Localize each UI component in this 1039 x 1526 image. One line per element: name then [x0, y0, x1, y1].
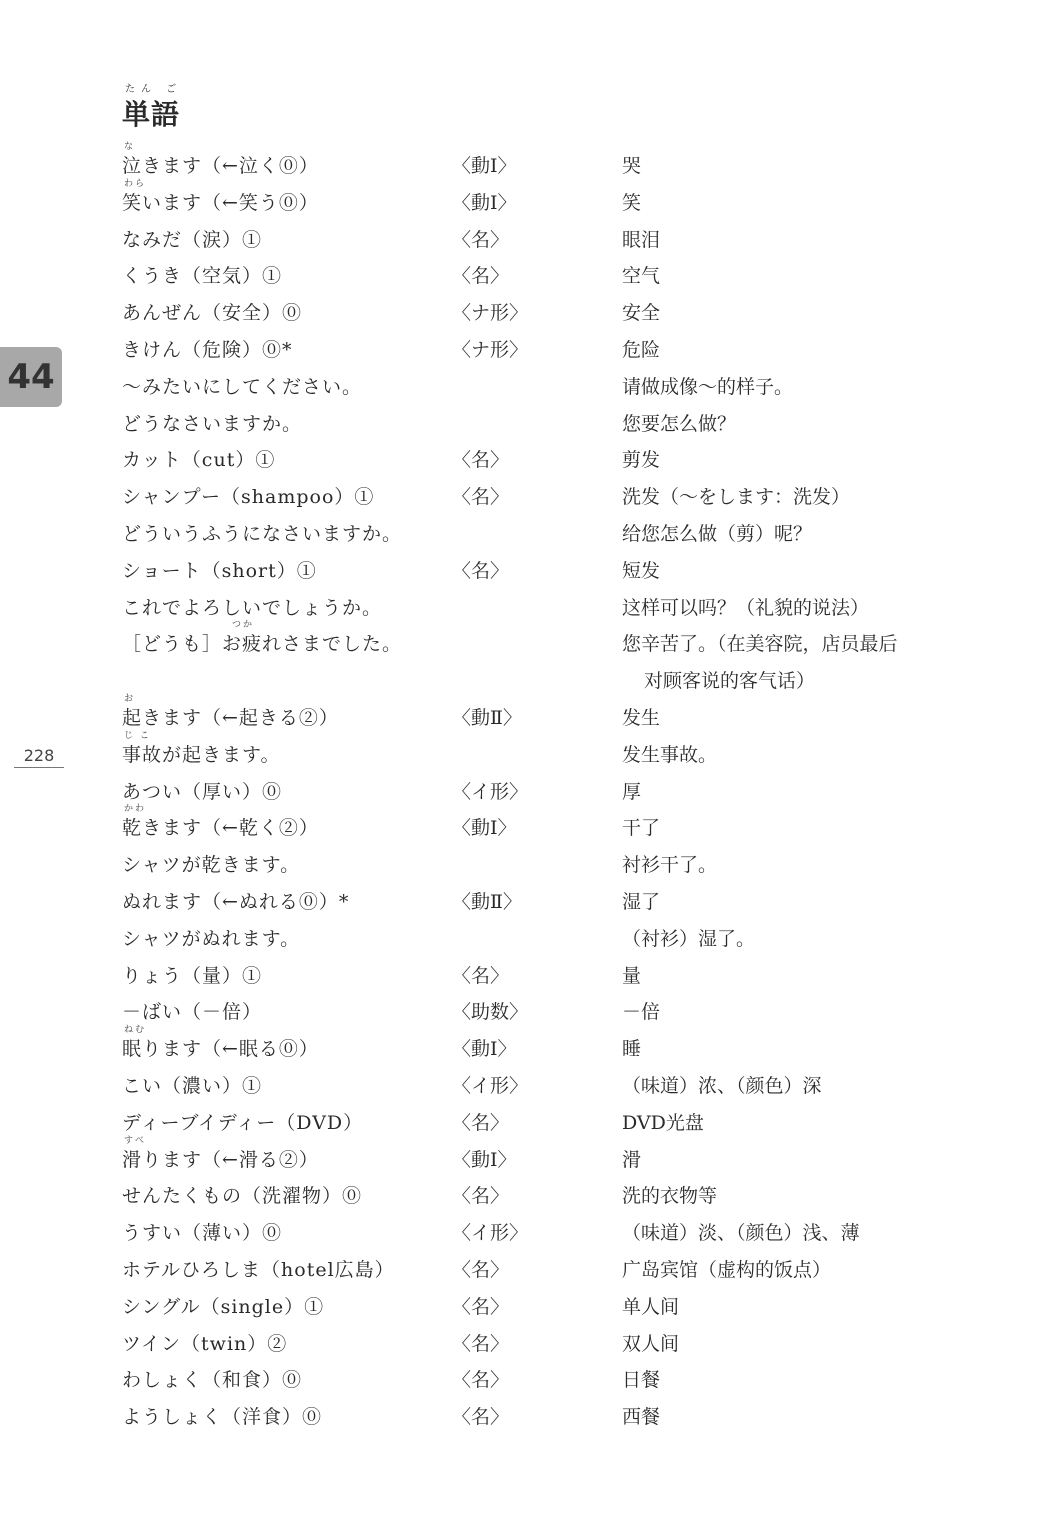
vocab-japanese: ［どうも］お疲れさまでした。 — [122, 633, 403, 656]
vocab-chinese: 给您怎么做（剪）呢？ — [622, 522, 813, 545]
vocab-row — [122, 844, 1002, 881]
vocab-part-of-speech: 〈名〉 — [452, 559, 510, 582]
vocab-part-of-speech: 〈名〉 — [452, 1258, 510, 1281]
vocab-row — [122, 1359, 1002, 1396]
vocab-chinese: 请做成像～的样子。 — [622, 375, 794, 398]
vocab-chinese: 笑 — [622, 191, 642, 214]
vocab-row — [122, 178, 1002, 219]
vocab-row — [122, 1212, 1002, 1249]
vocab-row — [122, 804, 1002, 844]
vocab-chinese: 西餐 — [622, 1406, 661, 1429]
vocab-row — [122, 329, 1002, 366]
vocab-chinese: 双人间 — [622, 1332, 680, 1355]
vocab-chinese: 衬衫干了。 — [622, 854, 718, 877]
vocab-part-of-speech: 〈名〉 — [452, 228, 510, 251]
vocab-part-of-speech: 〈名〉 — [452, 265, 510, 288]
vocab-row — [122, 439, 1002, 476]
chapter-tab: 44 — [0, 347, 62, 407]
vocab-japanese: あつい（厚い）⓪ — [122, 780, 283, 803]
vocab-chinese: 空气 — [622, 265, 661, 288]
vocab-row — [122, 1249, 1002, 1286]
vocab-part-of-speech: 〈名〉 — [452, 449, 510, 472]
vocab-row — [122, 1175, 1002, 1212]
vocab-part-of-speech: 〈動Ⅱ〉 — [452, 706, 522, 729]
vocab-japanese: 起きます（←起きる②） — [122, 706, 339, 729]
vocab-chinese: 安全 — [622, 302, 661, 325]
vocab-row — [122, 476, 1002, 513]
vocab-japanese: せんたくもの（洗濯物）⓪ — [122, 1185, 363, 1208]
vocab-row — [122, 660, 1002, 697]
vocab-part-of-speech: 〈イ形〉 — [452, 1074, 529, 1097]
vocabulary-list — [122, 142, 1002, 1433]
vocab-ruby: ねむ — [124, 1025, 147, 1036]
vocab-japanese: ディーブイディー（DVD） — [122, 1111, 364, 1134]
vocab-chinese: 广岛宾馆（虚构的饭点） — [622, 1258, 832, 1281]
vocab-row — [122, 730, 1002, 771]
vocab-chinese: DVD光盘 — [622, 1111, 704, 1134]
vocab-row — [122, 366, 1002, 403]
vocab-row — [122, 955, 1002, 992]
vocab-chinese: 短发 — [622, 559, 661, 582]
vocab-chinese: （味道）淡、（颜色）浅、薄 — [622, 1222, 860, 1245]
vocab-japanese: うすい（薄い）⓪ — [122, 1222, 283, 1245]
vocab-part-of-speech: 〈助数〉 — [452, 1001, 529, 1024]
vocab-row — [122, 771, 1002, 808]
vocab-part-of-speech: 〈イ形〉 — [452, 780, 529, 803]
vocab-row — [122, 219, 1002, 256]
vocab-chinese: 发生 — [622, 706, 661, 729]
vocab-chinese: 洗的衣物等 — [622, 1185, 718, 1208]
vocab-japanese: ツイン（twin）② — [122, 1332, 288, 1355]
vocab-part-of-speech: 〈名〉 — [452, 1295, 510, 1318]
vocab-row — [122, 403, 1002, 440]
vocab-chinese: 您辛苦了。（在美容院，店员最后 — [622, 633, 898, 656]
vocab-japanese: こい（濃い）① — [122, 1074, 263, 1097]
vocab-japanese: シャンプー（shampoo）① — [122, 486, 375, 509]
vocab-ruby: わら — [124, 178, 147, 189]
vocab-row — [122, 513, 1002, 550]
vocab-japanese: シャツが乾きます。 — [122, 854, 301, 877]
vocab-ruby: じ こ — [124, 730, 151, 741]
vocab-part-of-speech: 〈動Ⅰ〉 — [452, 1148, 517, 1171]
vocab-japanese: 乾きます（←乾く②） — [122, 817, 319, 840]
vocab-chinese: 睡 — [622, 1038, 642, 1061]
vocab-japanese: 滑ります（←滑る②） — [122, 1148, 319, 1171]
vocab-chinese: 湿了 — [622, 890, 661, 913]
vocab-chinese: 厚 — [622, 780, 642, 803]
vocab-row — [122, 693, 1002, 734]
vocab-chinese: 您要怎么做？ — [622, 412, 737, 435]
vocab-japanese: ショート（short）① — [122, 559, 317, 582]
vocab-part-of-speech: 〈動Ⅰ〉 — [452, 155, 517, 177]
vocab-row — [122, 1025, 1002, 1065]
vocab-japanese: ～みたいにしてください。 — [122, 375, 363, 398]
vocab-part-of-speech: 〈名〉 — [452, 1406, 510, 1429]
vocab-ruby: な — [124, 142, 136, 152]
vocab-chinese: 洗发（～をします：洗发） — [622, 486, 851, 509]
vocab-japanese: どういうふうになさいますか。 — [122, 522, 403, 545]
vocab-part-of-speech: 〈名〉 — [452, 1185, 510, 1208]
vocab-japanese: ようしょく（洋食）⓪ — [122, 1406, 323, 1429]
vocab-japanese: 泣きます（←泣く⓪） — [122, 155, 319, 177]
vocab-japanese: あんぜん（安全）⓪ — [122, 302, 303, 325]
vocab-chinese: 危险 — [622, 338, 661, 361]
vocab-chinese: 滑 — [622, 1148, 642, 1171]
vocab-japanese: シングル（single）① — [122, 1295, 325, 1318]
vocab-row — [122, 255, 1002, 292]
vocab-part-of-speech: 〈ナ形〉 — [452, 338, 529, 361]
vocab-japanese: カット（cut）① — [122, 449, 276, 472]
vocab-row — [122, 142, 1002, 182]
vocab-japanese: ホテルひろしま（hotel広島） — [122, 1258, 395, 1281]
vocab-row — [122, 292, 1002, 329]
vocab-japanese: シャツがぬれます。 — [122, 927, 301, 950]
vocab-japanese: なみだ（涙）① — [122, 228, 263, 251]
vocab-ruby: かわ — [124, 804, 147, 815]
vocab-chinese: 发生事故。 — [622, 743, 718, 766]
vocab-japanese: これでよろしいでしょうか。 — [122, 596, 383, 619]
vocab-row — [122, 991, 1002, 1028]
vocab-japanese: 事故が起きます。 — [122, 743, 281, 766]
vocab-row — [122, 918, 1002, 955]
vocab-chinese: 对顾客说的客气话） — [644, 670, 816, 693]
vocab-japanese: どうなさいますか。 — [122, 412, 303, 435]
vocab-part-of-speech: 〈名〉 — [452, 1332, 510, 1355]
vocab-row — [122, 620, 1002, 660]
title-ruby: たん ご — [125, 84, 183, 95]
vocab-japanese: わしょく（和食）⓪ — [122, 1369, 303, 1392]
vocab-chinese: 这样可以吗？（礼貌的说法） — [622, 596, 870, 619]
vocab-chinese: 眼泪 — [622, 228, 661, 251]
vocab-part-of-speech: 〈動Ⅱ〉 — [452, 890, 522, 913]
vocab-part-of-speech: 〈ナ形〉 — [452, 302, 529, 325]
page-title: 単語 — [122, 98, 181, 131]
heading-block — [122, 80, 182, 133]
vocab-chinese: 单人间 — [622, 1295, 680, 1318]
vocab-chinese: （衬衫）湿了。 — [622, 927, 756, 950]
vocab-chinese: 哭 — [622, 155, 642, 177]
vocab-japanese: 笑います（←笑う⓪） — [122, 191, 319, 214]
vocab-part-of-speech: 〈名〉 — [452, 964, 510, 987]
vocab-japanese: －ばい（－倍） — [122, 1001, 263, 1024]
vocab-part-of-speech: 〈動Ⅰ〉 — [452, 1038, 517, 1061]
vocab-ruby: つか — [232, 620, 255, 631]
vocab-chinese: 干了 — [622, 817, 661, 840]
vocab-ruby: すべ — [124, 1135, 146, 1146]
vocab-part-of-speech: 〈名〉 — [452, 486, 510, 509]
page-number: 228 — [14, 746, 64, 768]
vocab-japanese: りょう（量）① — [122, 964, 263, 987]
vocab-row — [122, 881, 1002, 918]
vocab-chinese: 日餐 — [622, 1369, 661, 1392]
vocab-row — [122, 550, 1002, 587]
vocab-part-of-speech: 〈名〉 — [452, 1369, 510, 1392]
vocab-japanese: くうき（空気）① — [122, 265, 283, 288]
vocab-part-of-speech: 〈動Ⅰ〉 — [452, 817, 517, 840]
vocab-chinese: 量 — [622, 964, 642, 987]
vocab-chinese: （味道）浓、（颜色）深 — [622, 1074, 822, 1097]
vocab-ruby: お — [124, 693, 136, 704]
vocab-chinese: 剪发 — [622, 449, 661, 472]
vocab-chinese: －倍 — [622, 1001, 661, 1024]
vocab-row — [122, 1396, 1002, 1433]
vocab-japanese: きけん（危険）⓪* — [122, 338, 293, 361]
vocab-row — [122, 1323, 1002, 1360]
vocab-part-of-speech: 〈名〉 — [452, 1111, 510, 1134]
vocab-japanese: 眠ります（←眠る⓪） — [122, 1038, 319, 1061]
vocab-part-of-speech: 〈動Ⅰ〉 — [452, 191, 517, 214]
vocab-part-of-speech: 〈イ形〉 — [452, 1222, 529, 1245]
vocab-row — [122, 1102, 1002, 1139]
vocab-japanese: ぬれます（←ぬれる⓪）* — [122, 890, 350, 913]
vocab-row — [122, 1065, 1002, 1102]
vocab-row — [122, 1286, 1002, 1323]
vocab-row — [122, 1135, 1002, 1176]
